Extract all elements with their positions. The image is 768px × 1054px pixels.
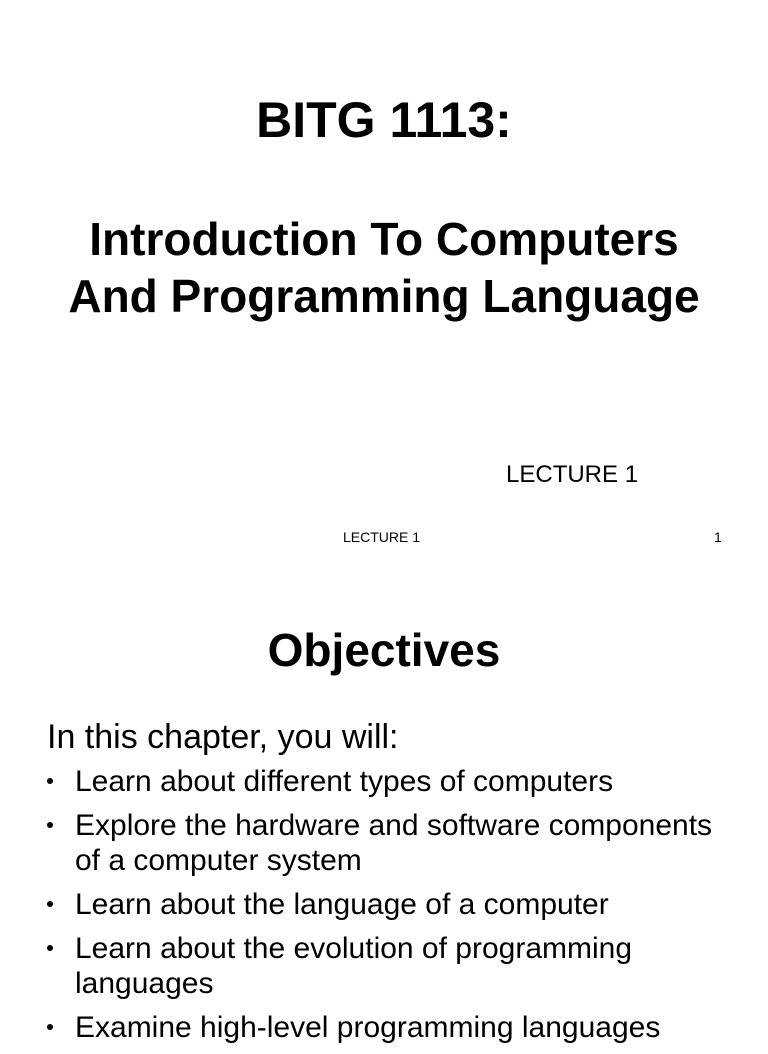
slide-title: Objectives (267, 624, 501, 676)
list-item-text: Learn about the language of a computer (75, 888, 609, 921)
footer-label: LECTURE 1 (343, 529, 421, 545)
slide-2 (0, 560, 768, 1044)
list-item (47, 931, 747, 1001)
list-item-text: of a computer system (75, 844, 362, 877)
bullet-icon (47, 1024, 53, 1030)
list-item (47, 1010, 747, 1045)
bullet-icon (47, 822, 53, 828)
subtitle-line: And Programming Language (68, 270, 700, 322)
list-item (47, 887, 747, 922)
subtitle-line: Introduction To Computers (89, 213, 679, 265)
list-item-text: Explore the hardware and software components (75, 809, 713, 842)
list-item (47, 764, 747, 799)
lecture-label: LECTURE 1 (506, 461, 639, 488)
list-item-text: Learn about different types of computers (75, 765, 614, 798)
list-item (47, 808, 747, 878)
bullet-icon (47, 778, 53, 784)
bullet-icon (47, 945, 53, 951)
slide-intro-text: In this chapter, you will: (47, 718, 399, 756)
list-item-text: Examine high-level programming languages (75, 1011, 661, 1044)
bullet-icon (47, 901, 53, 907)
list-item-text: languages (75, 967, 214, 1000)
objectives-list (47, 764, 747, 1054)
slide-title: BITG 1113: (256, 92, 512, 148)
slide-subtitle (0, 211, 768, 325)
footer-page-number: 1 (714, 529, 722, 545)
list-item-text: Learn about the evolution of programming (75, 932, 633, 965)
